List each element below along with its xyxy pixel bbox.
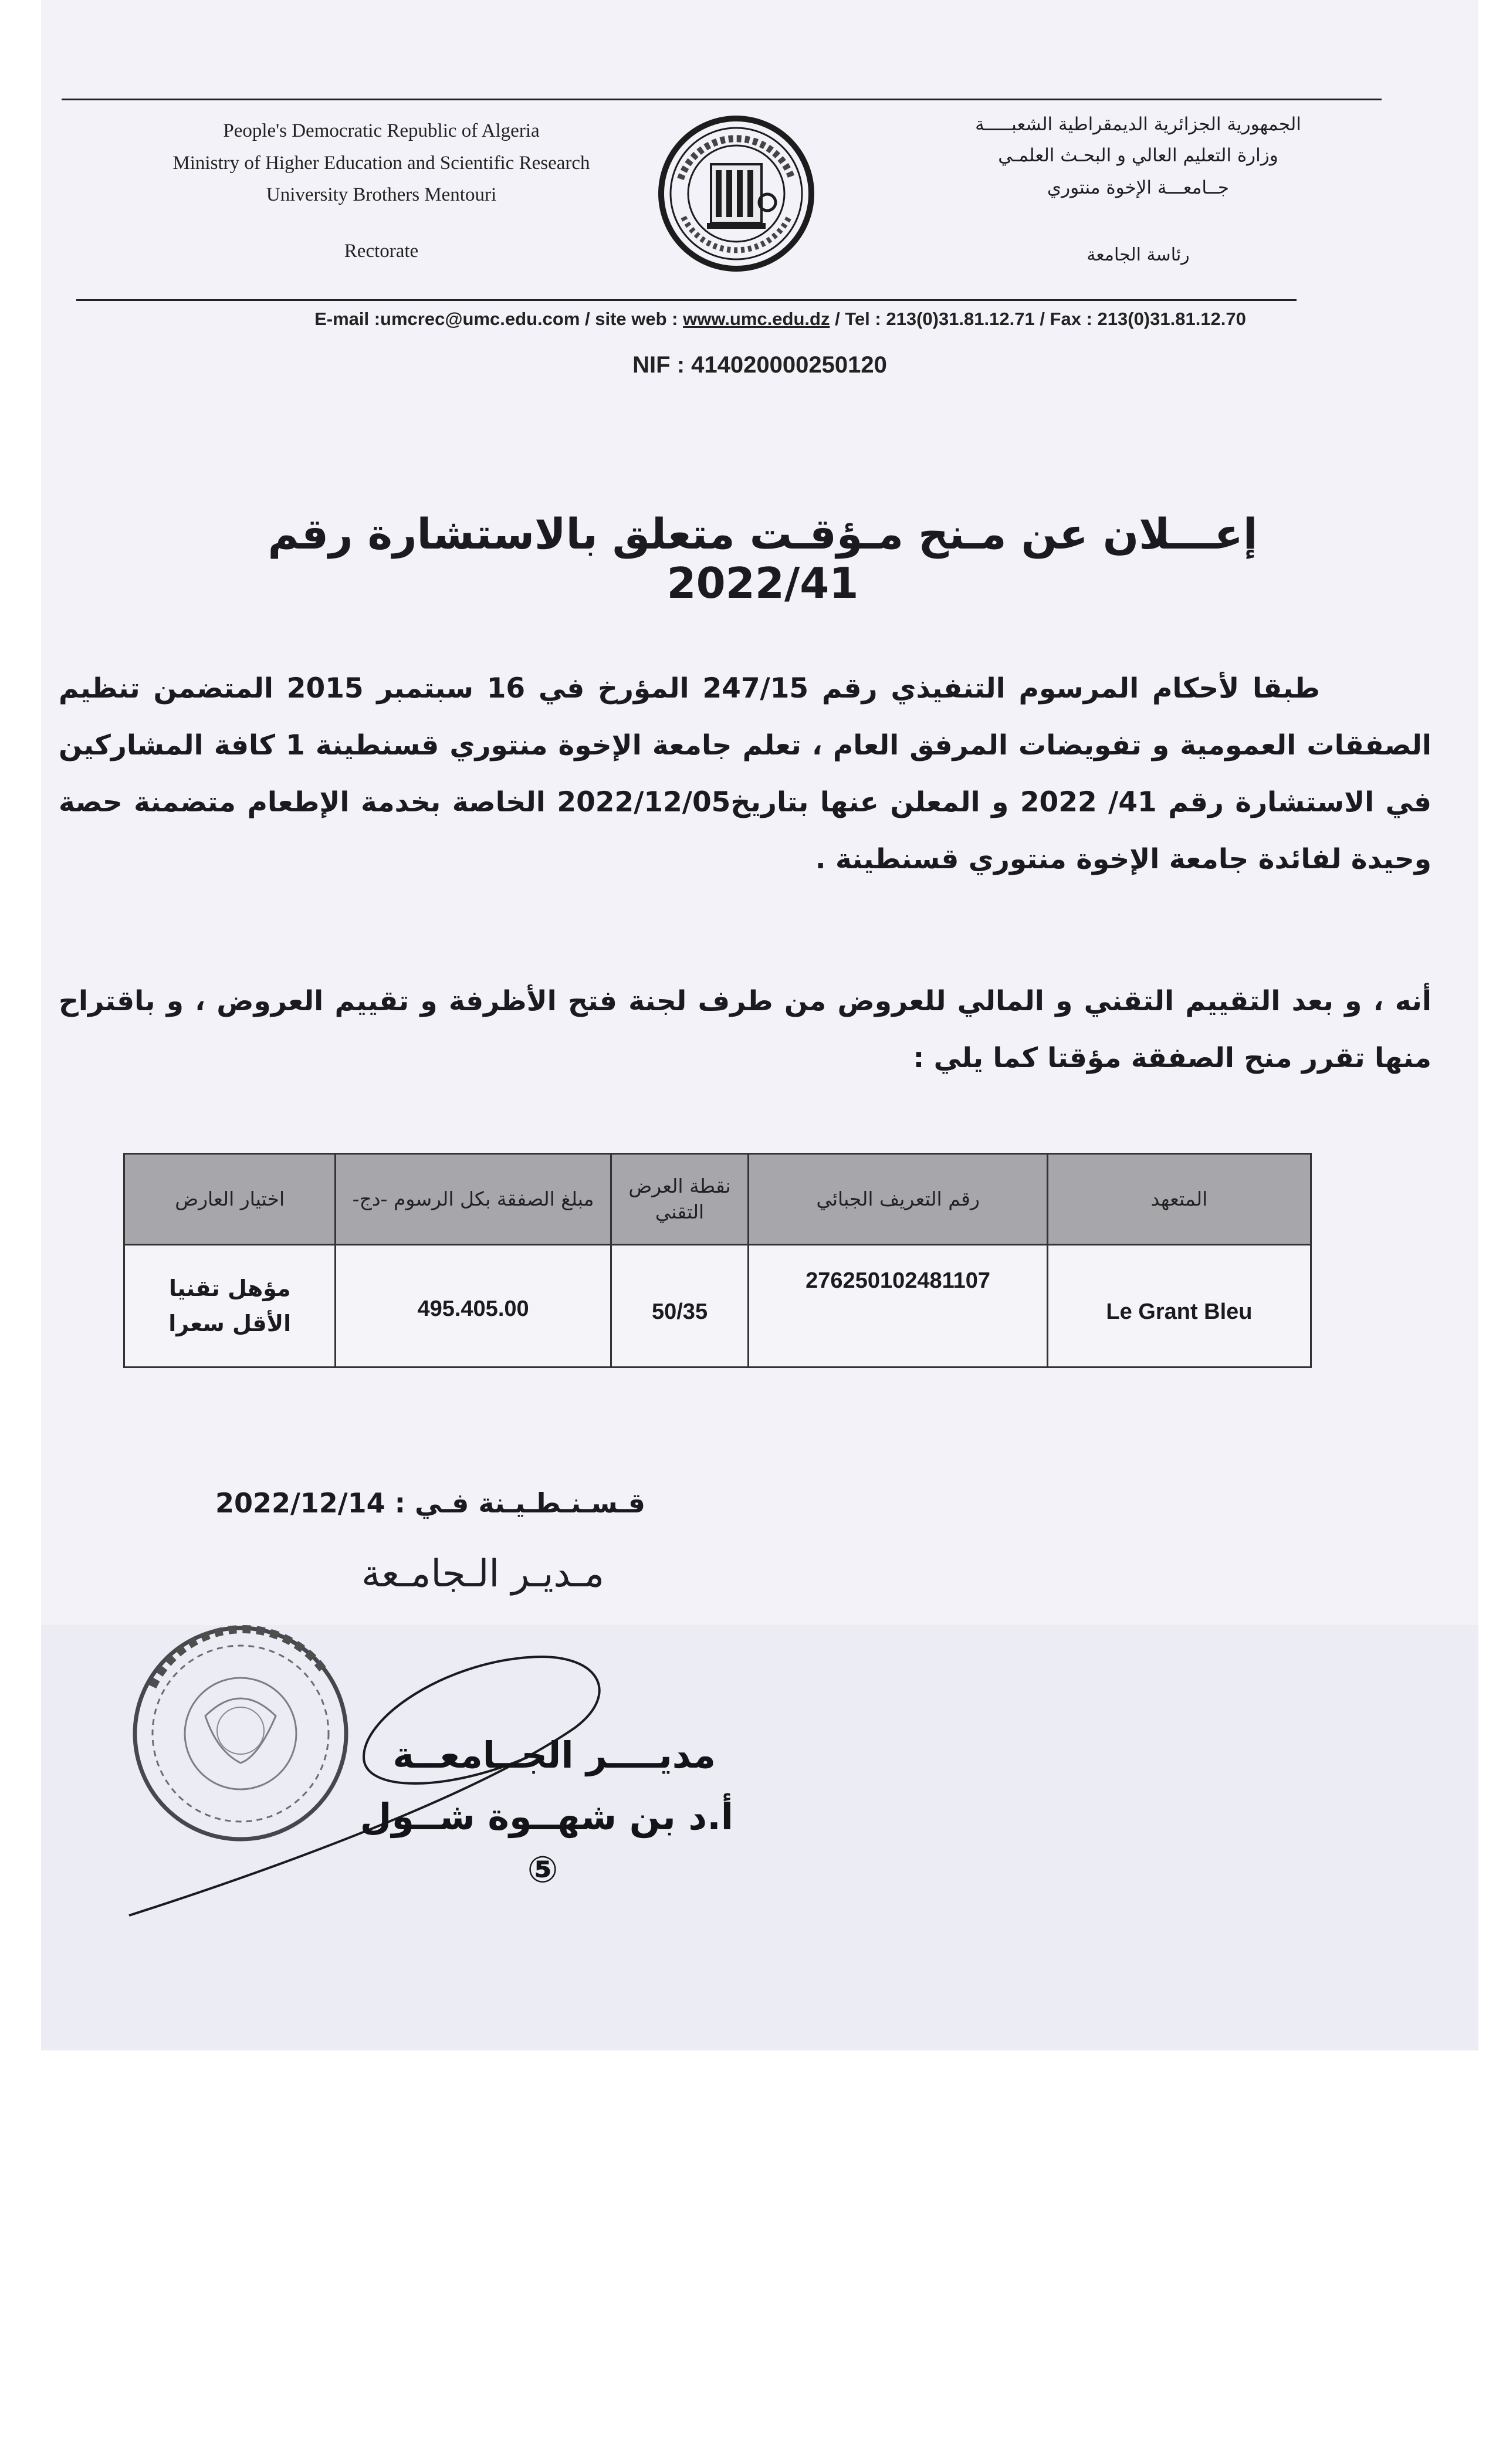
cell-selection xyxy=(124,1245,336,1368)
body-paragraph-2: أنه ، و بعد التقييم التقني و المالي للعروض من طرف لجنة فتح الأظرفة و تقييم العروض ، و باقتراح منها تقرر منح الصفقة مؤقتا كما يلي : xyxy=(59,985,1431,1074)
signature-area xyxy=(117,1616,792,1945)
director-title: مـديـر الـجامـعة xyxy=(361,1552,604,1596)
nif-number: NIF : 414020000250120 xyxy=(632,352,887,378)
header-top-rule xyxy=(62,99,1382,100)
header-left-line-2: Ministry of Higher Education and Scientific Research xyxy=(172,153,590,174)
header-selection: اختيار العارض xyxy=(124,1154,336,1245)
header-tech-score: نقطة العرض التقني xyxy=(611,1154,749,1245)
header-right-line-3: جــامعـــة الإخوة منتوري xyxy=(1047,177,1230,198)
contact-line xyxy=(229,309,1332,330)
selection-line-1: مؤهل تقنيا xyxy=(168,1275,291,1301)
contact-site-label: / site web : xyxy=(585,309,678,329)
header-right-line-2: وزارة التعليم العالي و البحـث العلمـي xyxy=(998,145,1278,166)
stamp-name: أ.د بن شهــوة شــول xyxy=(360,1795,733,1838)
university-seal-icon xyxy=(657,114,815,273)
official-stamp-icon xyxy=(117,1616,792,1945)
body-paragraph-1: طبقا لأحكام المرسوم التنفيذي رقم 247/15 المؤرخ في 16 سبتمبر 2015 المتضمن تنظيم الصفقات العمومية و تفويضات المرفق العام ، تعلم جامعة الإخوة منتوري قسنطينة 1 كافة المشاركين في الاستشارة رقم 41/ 2022 و المعلن عنها بتاريخ2022/12/05 الخاصة بخدمة الإطعام متضمنة حصة وحيدة لفائدة جامعة الإخوة منتوري قسنطينة . xyxy=(59,672,1431,875)
header-left-sub: Rectorate xyxy=(344,241,419,262)
cell-tech-score: 50/35 xyxy=(611,1245,749,1368)
issue-date: قـسـنـطـيـنة فـي : 2022/12/14 xyxy=(215,1487,645,1519)
header-left-line-3: University Brothers Mentouri xyxy=(266,184,497,205)
stamp-number: ⑤ xyxy=(527,1848,559,1891)
header-bidder: المتعهد xyxy=(1047,1154,1311,1245)
header-bottom-rule xyxy=(76,299,1297,301)
contact-tel-fax: / Tel : 213(0)31.81.12.71 / Fax : 213(0)31.81.12.70 xyxy=(835,309,1246,329)
selection-line-2: الأقل سعرا xyxy=(168,1311,292,1336)
table-header-row xyxy=(124,1154,1311,1245)
cell-tax-id: 27625010248110‌7 xyxy=(749,1245,1048,1368)
header-right-line-1: الجمهورية الجزائرية الديمقراطية الشعبـــــة xyxy=(975,114,1301,135)
cell-bidder: Le Grant Bleu xyxy=(1047,1245,1311,1368)
contact-email: E-mail :umcrec@umc.edu.com xyxy=(314,309,580,329)
header-right-sub: رئاسة الجامعة xyxy=(1087,245,1190,265)
header-left-line-1: People's Democratic Republic of Algeria xyxy=(223,120,540,141)
scanned-page xyxy=(41,0,1478,2050)
award-table xyxy=(123,1153,1312,1368)
announcement-title: إعـــلان عن مـنح مـؤقـت متعلق بالاستشارة رقم 2022/41 xyxy=(268,509,1258,608)
contact-site-link[interactable]: www.umc.edu.dz xyxy=(683,309,830,329)
header-tax-id: رقم التعريف الجبائي xyxy=(749,1154,1048,1245)
stamp-title: مديــــر الجــامعــة xyxy=(392,1734,716,1776)
cell-amount: 495.405.00 xyxy=(336,1245,611,1368)
table-row xyxy=(124,1245,1311,1368)
header-amount: مبلغ الصفقة بكل الرسوم -دج- xyxy=(336,1154,611,1245)
